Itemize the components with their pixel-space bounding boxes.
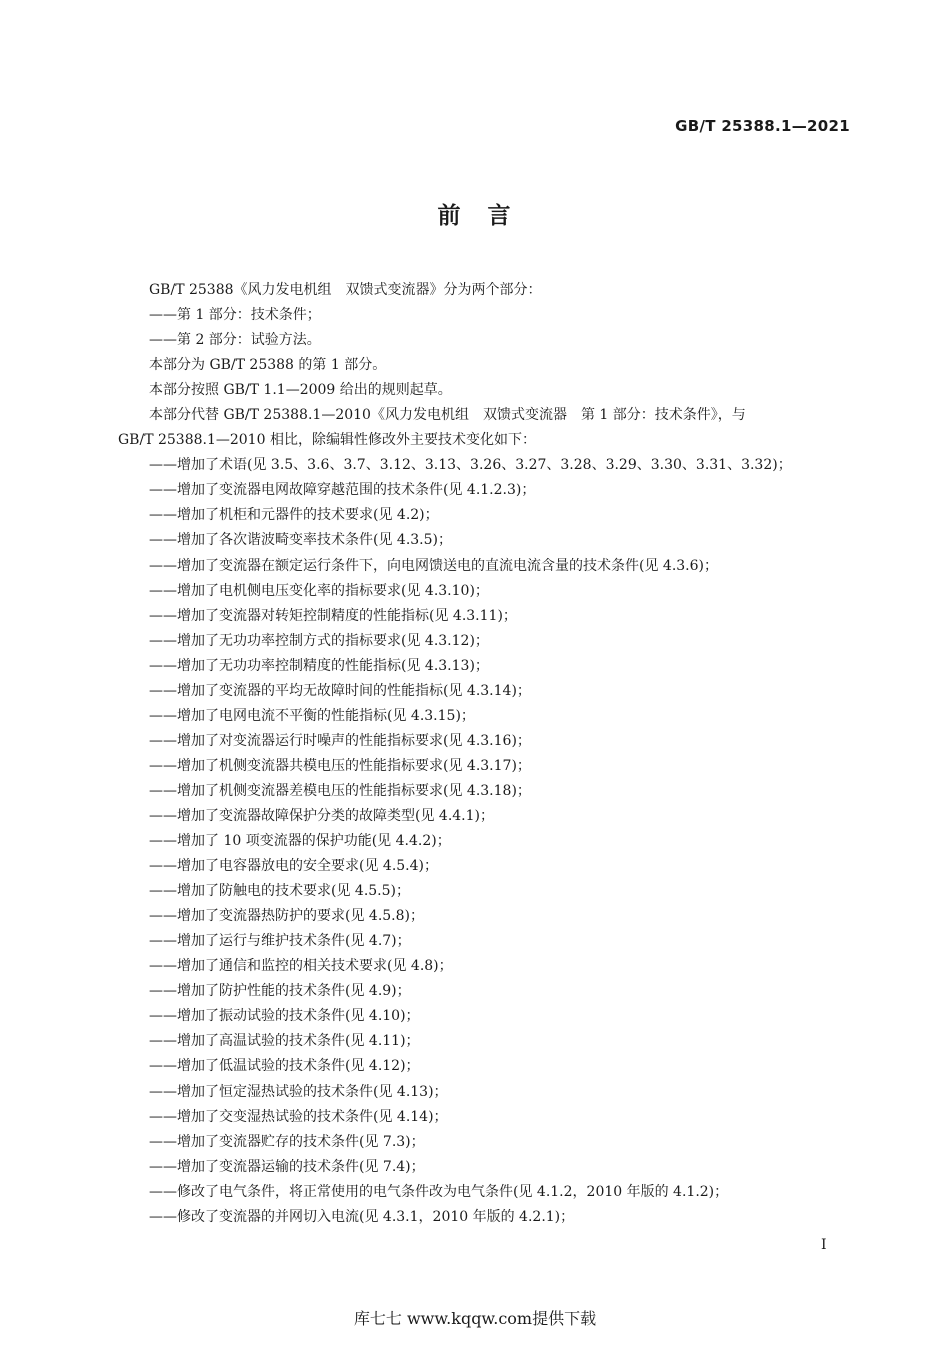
page-title: 前 言 — [437, 203, 513, 229]
paragraph-line: ——增加了防触电的技术要求(见 4.5.5)； — [149, 883, 410, 900]
paragraph-line: ——增加了各次谐波畸变率技术条件(见 4.3.5)； — [149, 532, 452, 549]
document-code: GB/T 25388.1—2021 — [675, 117, 850, 135]
paragraph-line: ——增加了恒定湿热试验的技术条件(见 4.13)； — [149, 1083, 448, 1100]
paragraph-line: ——增加了变流器运输的技术条件(见 7.4)； — [149, 1158, 425, 1175]
body-text — [118, 278, 853, 1230]
paragraph-line: ——增加了机柜和元器件的技术要求(见 4.2)； — [149, 507, 439, 524]
paragraph-line: ——修改了电气条件，将正常使用的电气条件改为电气条件(见 4.1.2，2010 年版的 4.1.2)； — [149, 1183, 729, 1200]
paragraph-line: 本部分按照 GB/T 1.1—2009 给出的规则起草。 — [149, 382, 452, 399]
paragraph-line: ——增加了术语(见 3.5、3.6、3.7、3.12、3.13、3.26、3.27、3.28、3.29、3.30、3.31、3.32)； — [149, 457, 792, 474]
paragraph-line: ——增加了高温试验的技术条件(见 4.11)； — [149, 1033, 420, 1050]
paragraph-line: ——增加了机侧变流器共模电压的性能指标要求(见 4.3.17)； — [149, 757, 531, 774]
paragraph-line: ——增加了电网电流不平衡的性能指标(见 4.3.15)； — [149, 707, 475, 724]
paragraph-line: ——增加了变流器热防护的要求(见 4.5.8)； — [149, 908, 424, 925]
paragraph-line: ——增加了电机侧电压变化率的指标要求(见 4.3.10)； — [149, 582, 489, 599]
paragraph-line: ——增加了机侧变流器差模电压的性能指标要求(见 4.3.18)； — [149, 782, 531, 799]
paragraph-line: ——修改了变流器的并网切入电流(见 4.3.1，2010 年版的 4.2.1)； — [149, 1208, 575, 1225]
paragraph-line: ——增加了无功功率控制精度的性能指标(见 4.3.13)； — [149, 657, 489, 674]
paragraph-line: ——增加了变流器在额定运行条件下，向电网馈送电的直流电流含量的技术条件(见 4.3.6)； — [149, 557, 718, 574]
paragraph-line: 本部分代替 GB/T 25388.1—2010《风力发电机组 双馈式变流器 第 1 部分：技术条件》，与 — [149, 407, 746, 424]
paragraph-line: ——增加了变流器电网故障穿越范围的技术条件(见 4.1.2.3)； — [149, 482, 536, 499]
paragraph-line: ——增加了振动试验的技术条件(见 4.10)； — [149, 1008, 420, 1025]
paragraph-line: ——增加了对变流器运行时噪声的性能指标要求(见 4.3.16)； — [149, 732, 531, 749]
paragraph-line: ——增加了 10 项变流器的保护功能(见 4.4.2)； — [149, 833, 451, 850]
footer-watermark: 库七七 www.kqqw.com提供下载 — [353, 1309, 597, 1328]
paragraph-line: ——第 2 部分：试验方法。 — [149, 332, 321, 349]
paragraph-line: 本部分为 GB/T 25388 的第 1 部分。 — [149, 357, 387, 374]
paragraph-line: ——增加了变流器贮存的技术条件(见 7.3)； — [149, 1133, 425, 1150]
paragraph-line: ——增加了防护性能的技术条件(见 4.9)； — [149, 983, 411, 1000]
paragraph-line: ——增加了无功功率控制方式的指标要求(见 4.3.12)； — [149, 632, 489, 649]
paragraph-line: ——增加了变流器的平均无故障时间的性能指标(见 4.3.14)； — [149, 682, 531, 699]
paragraph-line: ——增加了变流器对转矩控制精度的性能指标(见 4.3.11)； — [149, 607, 517, 624]
paragraph-line: ——第 1 部分：技术条件； — [149, 307, 321, 324]
paragraph-line: ——增加了低温试验的技术条件(见 4.12)； — [149, 1058, 420, 1075]
page-number: I — [821, 1237, 827, 1253]
paragraph-line: ——增加了电容器放电的安全要求(见 4.5.4)； — [149, 858, 438, 875]
paragraph-line: ——增加了变流器故障保护分类的故障类型(见 4.4.1)； — [149, 807, 494, 824]
paragraph-line: ——增加了交变湿热试验的技术条件(见 4.14)； — [149, 1108, 448, 1125]
paragraph-line: GB/T 25388《风力发电机组 双馈式变流器》分为两个部分： — [149, 282, 542, 298]
paragraph-line: ——增加了运行与维护技术条件(见 4.7)； — [149, 933, 411, 950]
paragraph-line: ——增加了通信和监控的相关技术要求(见 4.8)； — [149, 958, 453, 975]
paragraph-line: GB/T 25388.1—2010 相比，除编辑性修改外主要技术变化如下： — [118, 432, 536, 449]
